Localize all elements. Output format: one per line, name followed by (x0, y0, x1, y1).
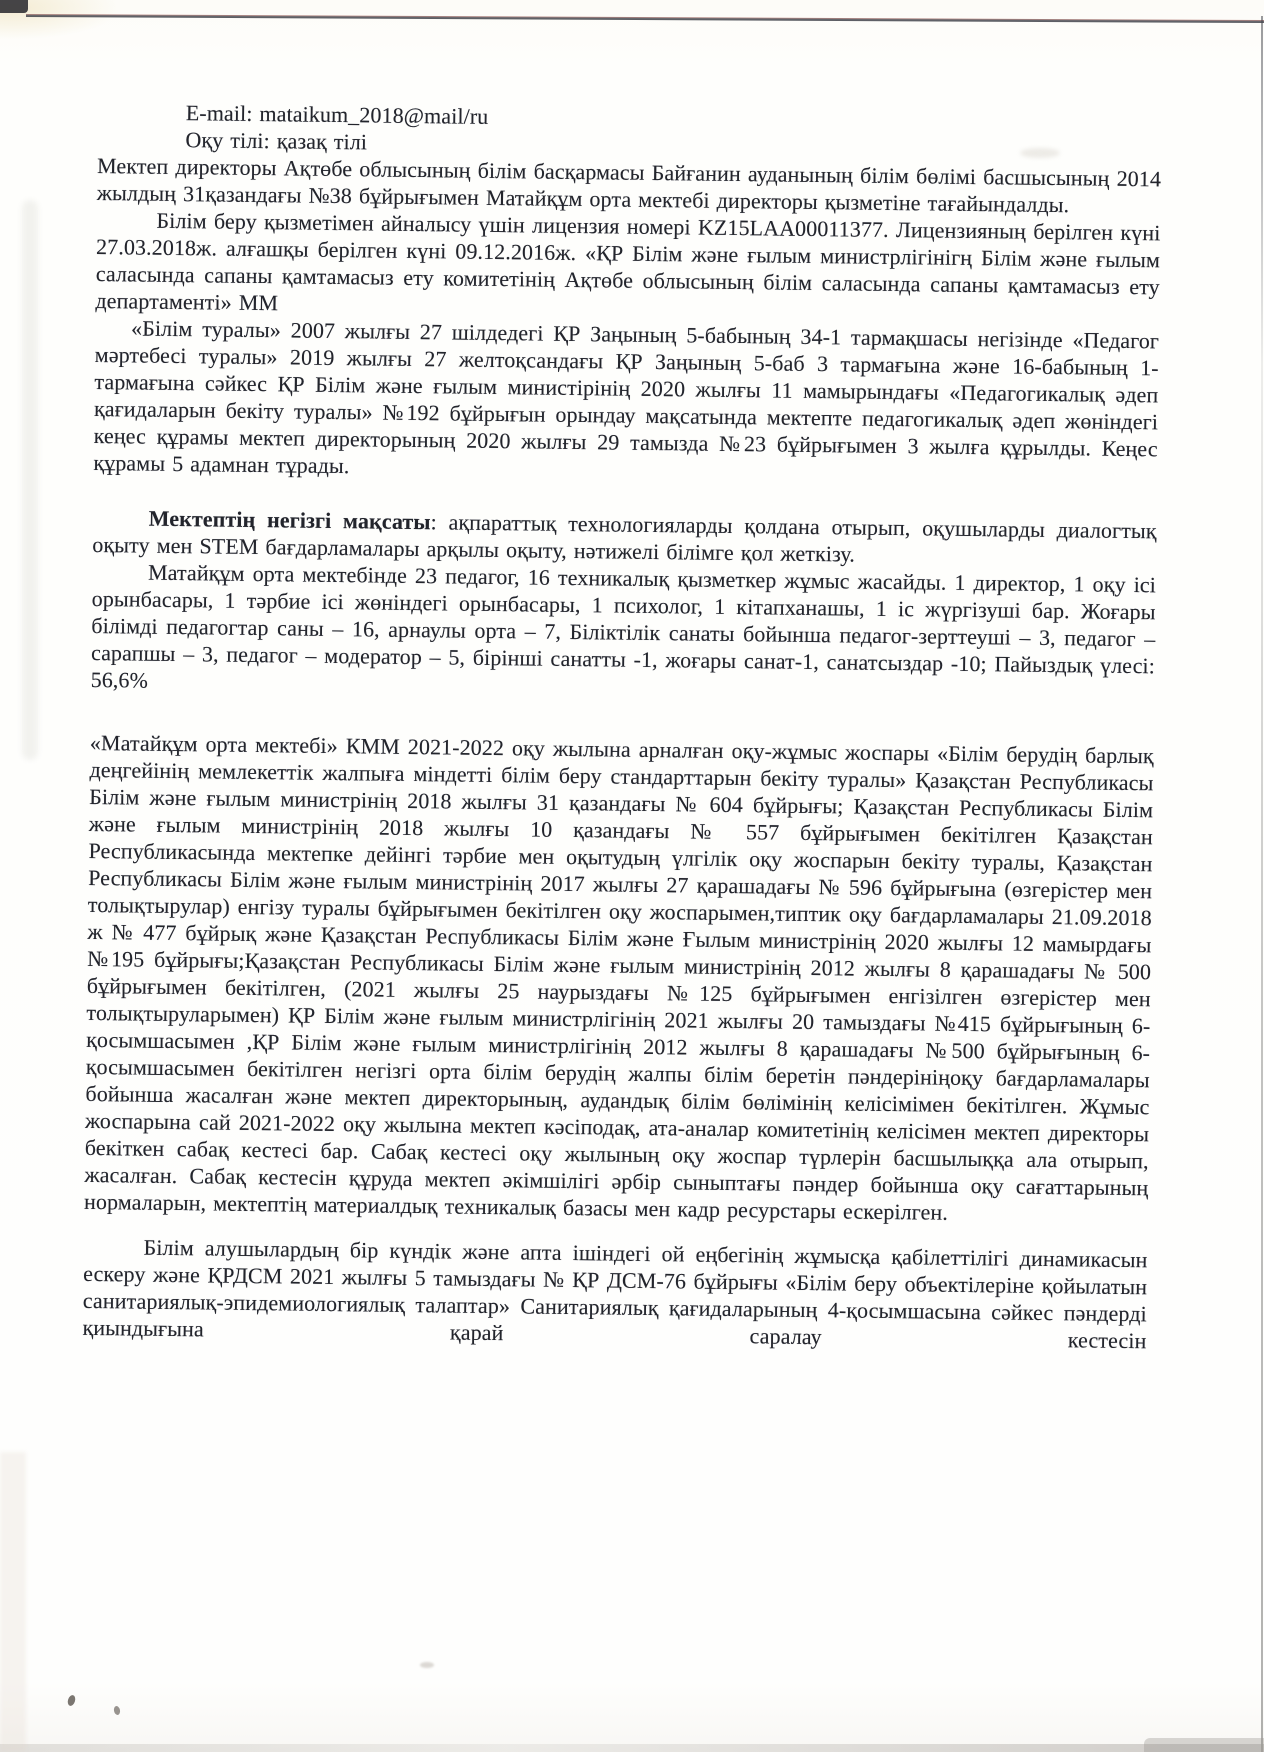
scan-top-left-corner-mark (0, 0, 28, 13)
work-plan-paragraph: «Матайқұм орта мектебі» КММ 2021-2022 оқу жылына арналған оқу-жұмыс жоспары «Білім берудің барлық деңгейінің мемлекеттік жалпыға міндетті білім беру стандарттарын бекіту туралы» Қазақстан Республикасы Білім және ғылым министрінің 2018 жылғы 31 қазандағы № 604 бұйрығы; Қазақстан Республикасы Білім және ғылым министрінің 2018 жылғы 10 қазандағы № 557 бұйрығымен бекітілген Қазақстан Республикасында мектепке дейінгі тәрбие мен оқытудың үлгілік оқу жоспарын бекіту туралы, Қазақстан Республикасы Білім және ғылым министрінің 2017 жылғы 27 қарашадағы № 596 бұйрығына (өзгерістер мен толықтырулар) енгізу туралы бұйрығымен бекітілген оқу жоспарымен,типтик оқу бағдарламалары 21.09.2018 ж № 477 бұйрық және Қазақстан Республикасы Білім және Ғылым министрінің 2020 жылғы 12 мамырдағы №195 бұйрығы;Қазақстан Республикасы Білім және ғылым министрінің 2012 жылғы 8 қарашадағы № 500 бұйрығымен бекітілген, (2021 жылғы 25 наурыздағы №125 бұйрығымен енгізілген өзгерістер мен толықтыруларымен) ҚР Білім және ғылым министрлігінің 2021 жылғы 20 тамыздағы №415 бұйрығының 6-қосымшасымен ,ҚР Білім және ғылым министрлігінің 2012 жылғы 8 қарашадағы №500 бұйрығының 6-қосымшасымен бекітілген негізгі орта білім берудің жалпы білім беретін пәндерініңоқу бағдарламалары бойынша жасалған және мектеп директорының, аудандық білім бөлімінің келісімімен бекітілген. Жұмыс жоспарына сай 2021-2022 оқу жылына мектеп кәсіподақ, ата-аналар комитетінің келісімен мектеп директоры бекіткен сабақ кестесі бар. Сабақ кестесі оқу жылының оқу жоспар түрлерін басшылыққа ала отырып, жасалған. Сабақ кестесін құруда мектеп әкімшілігі әрбір сыныптағы пәндер бойынша оқу сағаттарының нормаларын, мектептің материалдық техникалық базасы мен кадр ресурстары ескерілген. (83, 729, 1154, 1225)
ink-speck (113, 1705, 121, 1715)
language-line: Оқу тілі: қазақ тілі (185, 127, 368, 155)
email-line: E-mail: mataikum_2018@mail/ru (185, 100, 489, 129)
scan-bottom-right-shadow (1144, 1738, 1264, 1752)
scan-left-streak (22, 200, 38, 760)
law-basis-paragraph: «Білім туралы» 2007 жылғы 27 шілдедегі ҚР Заңының 5-бабының 34-1 тармақшасы негізінде «Педагог мәртебесі туралы» 2019 жылғы 27 желтоқсандағы ҚР Заңының 5-баб 3 тармағына және 16-бабының 1- тармағына сәйкес ҚР Білім және ғылым министірінің 2020 жылғы 11 мамырындағы «Педагогикалық әдеп қағидаларын бекіту туралы» №192 бұйрығын орындау мақсатында мектепте педагогикалық әдеп жөніндегі кеңес құрамы мектеп директорының 2020 жылғы 29 тамызда №23 бұйрығымен 3 жылға құрылды. Кеңес құрамы 5 адамнан тұрады. (93, 315, 1160, 479)
director-appointment-paragraph: Мектеп директоры Ақтөбе облысының білім басқармасы Байғанин ауданының білім бөлімі басшысының 2014 жылдың 31қазандағы №38 бұйрығымен Матайқұм орта мектебі директоры қызметіне тағайындалды. (96, 152, 1162, 218)
document-body (82, 98, 1162, 1354)
ink-smudge (420, 1662, 434, 1668)
staff-statistics-paragraph: Матайқұм орта мектебінде 23 педагог, 16 техникалық қызметкер жұмыс жасайды. 1 директор, 1 оқу ісі орынбасары, 1 тәрбие ісі жөніндегі орынбасары, 1 психолог, 1 кітапханашы, 1 іс жүргізуші бар. Жоғары білімді педагогтар саны – 16, арнаулы орта – 7, Біліктілік санаты бойынша педагог-зерттеуші – 3, педагог –сарапшы – 3, педагог – модератор – 5, бірінші санатты -1, жоғары санат-1, санатсыздар -10; Пайыздық үлесі: 56,6% (90, 559, 1157, 693)
school-goal-title: Мектептің негізгі мақсаты (148, 505, 431, 535)
sanitary-rules-paragraph: Білім алушылардың бір күндік және апта ішіндегі ой еңбегінің жұмысқа қабілеттілігі динамикасын ескеру және ҚРДСМ 2021 жылғы 5 тамыздағы № ҚР ДСМ-76 бұйрығы «Білім беру объектілеріне қойылатын санитариялық-эпидемиологиялық талаптар» Санитариялық қағидаларының 4-қосымшасына сәйкес пәндерді қиындығына қарай саралау кестесін (82, 1234, 1148, 1354)
license-paragraph: Білім беру қызметімен айналысу үшін лицензия номері KZ15LAA00011377. Лицензияның берілген күні 27.03.2018ж. алғашқы берілген күні 09.12.2016ж. «ҚР Білім және ғылым министрлігінігң Білім және ғылым саласында сапаны қамтамасыз ету комитетінің Ақтөбе облысының білім саласында сапаны қамтамасыз ету департаменті» ММ (95, 207, 1161, 316)
ink-speck (66, 1694, 76, 1707)
scan-top-edge-line (26, 14, 1264, 23)
scan-left-bottom-tint (0, 1452, 26, 1752)
scan-bottom-edge-strip (0, 1744, 1264, 1752)
school-goal-text: : ақпараттық технологияларды қолдана отырып, оқушыларды диалогтық оқыту мен STEM бағдарламалары арқылы оқыту, нәтижелі білімге қол жеткізу. (92, 509, 1157, 567)
scan-right-edge-line (1261, 16, 1263, 1752)
